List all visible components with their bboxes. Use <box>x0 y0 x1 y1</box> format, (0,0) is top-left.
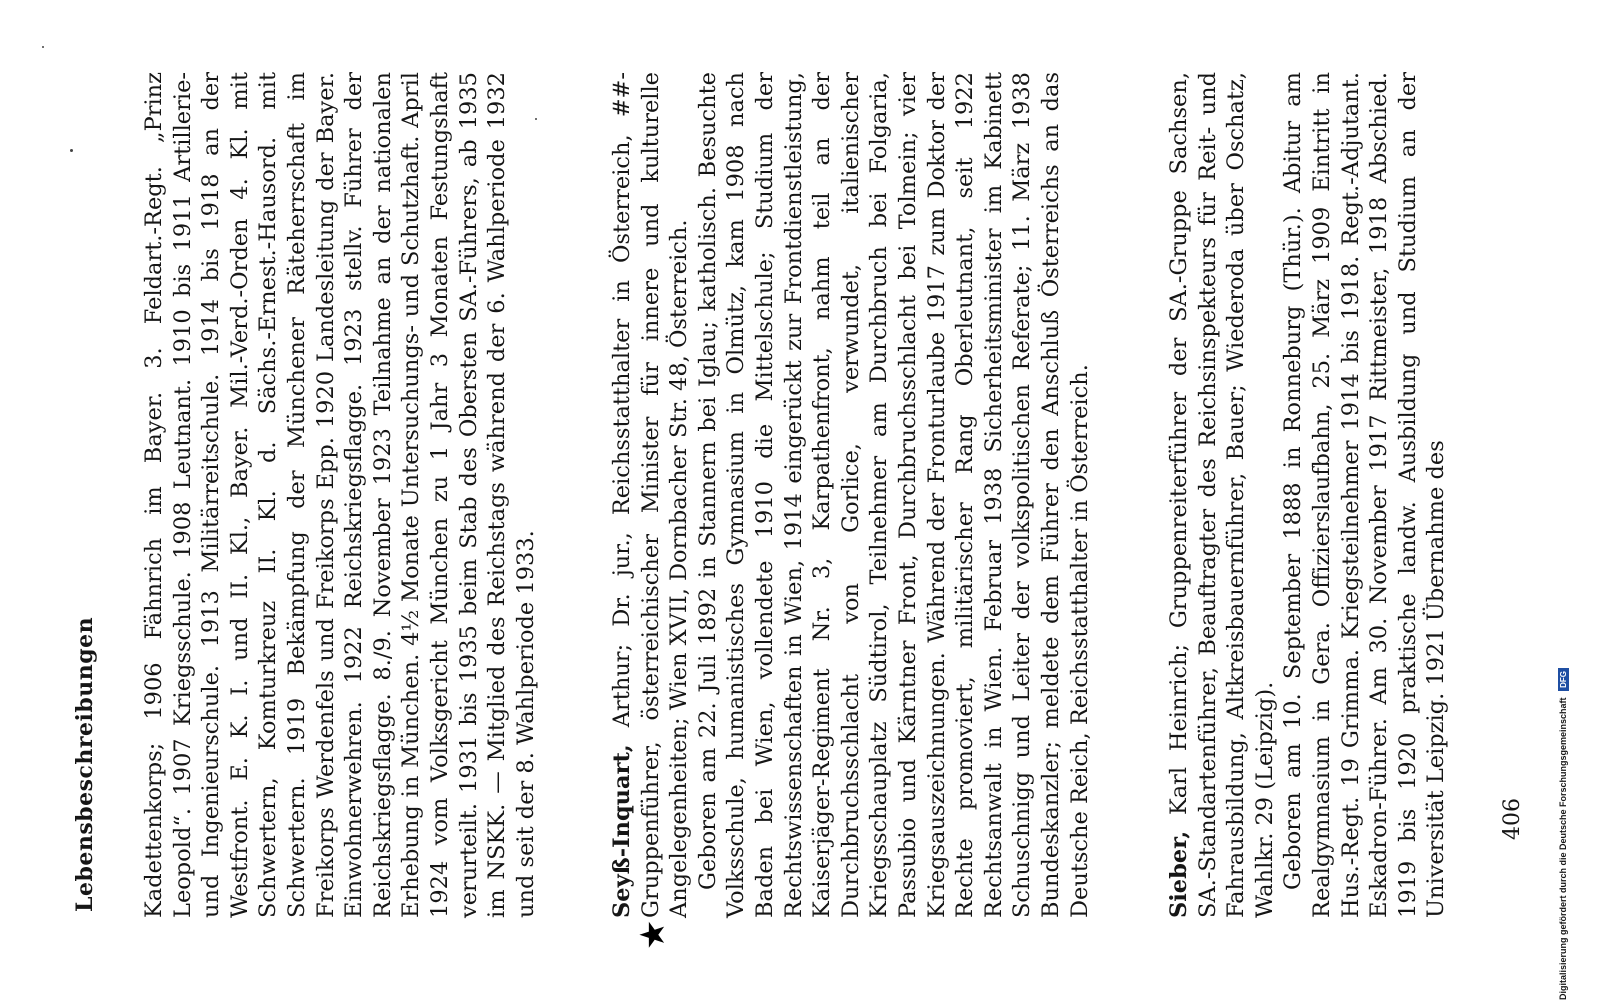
entry-paragraph: Arthur; Dr. jur., Reichsstatthalter in Österreich, ##-Gruppenführer, österreichischer Minister für innere und kulturelle Angelegenheiten; Wien XVII, Dornbacher Str. 48, Österreich. <box>609 71 693 918</box>
entry-paragraph: Karl Heinrich; Gruppenreiterführer der SA.-Gruppe Sachsen, SA.-Standartenführer, Beauftragter des Reichsinspekteurs für Reit- und Fahrausbildung, Altkreisbauernführer, Bauer; Wiederoda über Oschatz, Wahlkr. 29 (Leipzig). <box>1166 72 1278 918</box>
page-number: 406 <box>1500 798 1525 840</box>
credit-text: Digitalisierung gefördert durch die Deutsche Forschungsgemeinschaft <box>1558 697 1568 1000</box>
page-header: Lebensbeschreibungen <box>72 616 98 912</box>
entry-intro <box>608 72 694 918</box>
scan-speck <box>42 46 44 48</box>
biography-entry-continued <box>140 72 540 918</box>
biography-entry-seyss-inquart <box>608 72 1094 918</box>
entry-name: Seyß-Inquart, <box>609 744 635 918</box>
scan-speck <box>535 118 537 120</box>
dfg-logo: DFG <box>1558 668 1569 691</box>
entry-name: Sieber, <box>1166 830 1192 918</box>
entry-intro <box>1165 72 1279 918</box>
scan-speck <box>70 149 73 152</box>
entry-paragraph: Geboren am 10. September 1888 in Ronneburg (Thür.). Abitur am Realgymnasium in Gera. Offizierslaufbahn, 25. März 1909 Eintritt in Hus.-Regt. 19 Grimma. Kriegsteilnehmer 1914 bis 1918. Regt.-Adjutant. Eskadron-Führer. Am 30. November 1917 Rittmeister, 1918 Abschied. 1919 bis 1920 praktische landw. Ausbildung und Studium an der Universität Leipzig. 1921 Übernahme des <box>1280 72 1450 918</box>
digitization-credit <box>1558 0 1569 1000</box>
entry-paragraph: Kadettenkorps; 1906 Fähnrich im Bayer. 3. Feldart.-Regt. „Prinz Leopold“. 1907 Kriegsschule. 1908 Leutnant. 1910 bis 1911 Artillerie- und Ingenieurschule. 1913 Militärreitschule. 1914 bis 1918 an der Westfront. E. K. I. und II. Kl., Bayer. Mil.-Verd.-Orden 4. Kl. mit Schwertern, Komturkreuz II. Kl. d. Sächs.-Ernest.-Hausord. mit Schwertern. 1919 Bekämpfung der Münchener Räteherrschaft im Freikorps Werdenfels und Freikorps Epp. 1920 Landesleitung der Bayer. Einwohnerwehren. 1922 Reichskriegsflagge. 1923 stellv. Führer der Reichskriegsflagge. 8./9. November 1923 Teilnahme an der nationalen Erhebung in München. 4½ Monate Untersuchungs- und Schutzhaft. April 1924 vom Volksgericht München zu 1 Jahr 3 Monaten Festungshaft verurteilt. 1931 bis 1935 beim Stab des Obersten SA.-Führers, ab 1935 im NSKK. — Mitglied des Reichstags während der 6. Wahlperiode 1932 und seit der 8. Wahlperiode 1933. <box>141 72 539 918</box>
biography-entry-sieber <box>1165 72 1451 918</box>
star-marker-icon: ★ <box>633 919 673 950</box>
entry-paragraph: Geboren am 22. Juli 1892 in Stannern bei Iglau; katholisch. Besuchte Volksschule, humanistisches Gymnasium in Olmütz, kam 1908 nach Baden bei Wien, vollendete 1910 die Mittelschule; Studium der Rechtswissenschaften in Wien, 1914 eingerückt zur Frontdienstleistung, Kaiserjäger-Regiment Nr. 3, Karpathenfront, nahm teil an der Durchbruchsschlacht von Gorlice, verwundet, italienischer Kriegsschauplatz Südtirol, Teilnehmer am Durchbruch bei Folgaria, Passubio und Kärntner Front, Durchbruchsschlacht bei Tolmein; vier Kriegsauszeichnungen. Während der Fronturlaube 1917 zum Doktor der Rechte promoviert, militärischer Rang Oberleutnant, seit 1922 Rechtsanwalt in Wien. Februar 1938 Sicherheitsminister im Kabinett Schuschnigg und Leiter der volkspolitischen Referate; 11. März 1938 Bundeskanzler; meldete dem Führer den Anschluß Österreichs an das Deutsche Reich, Reichsstatthalter in Österreich. <box>694 72 1093 918</box>
